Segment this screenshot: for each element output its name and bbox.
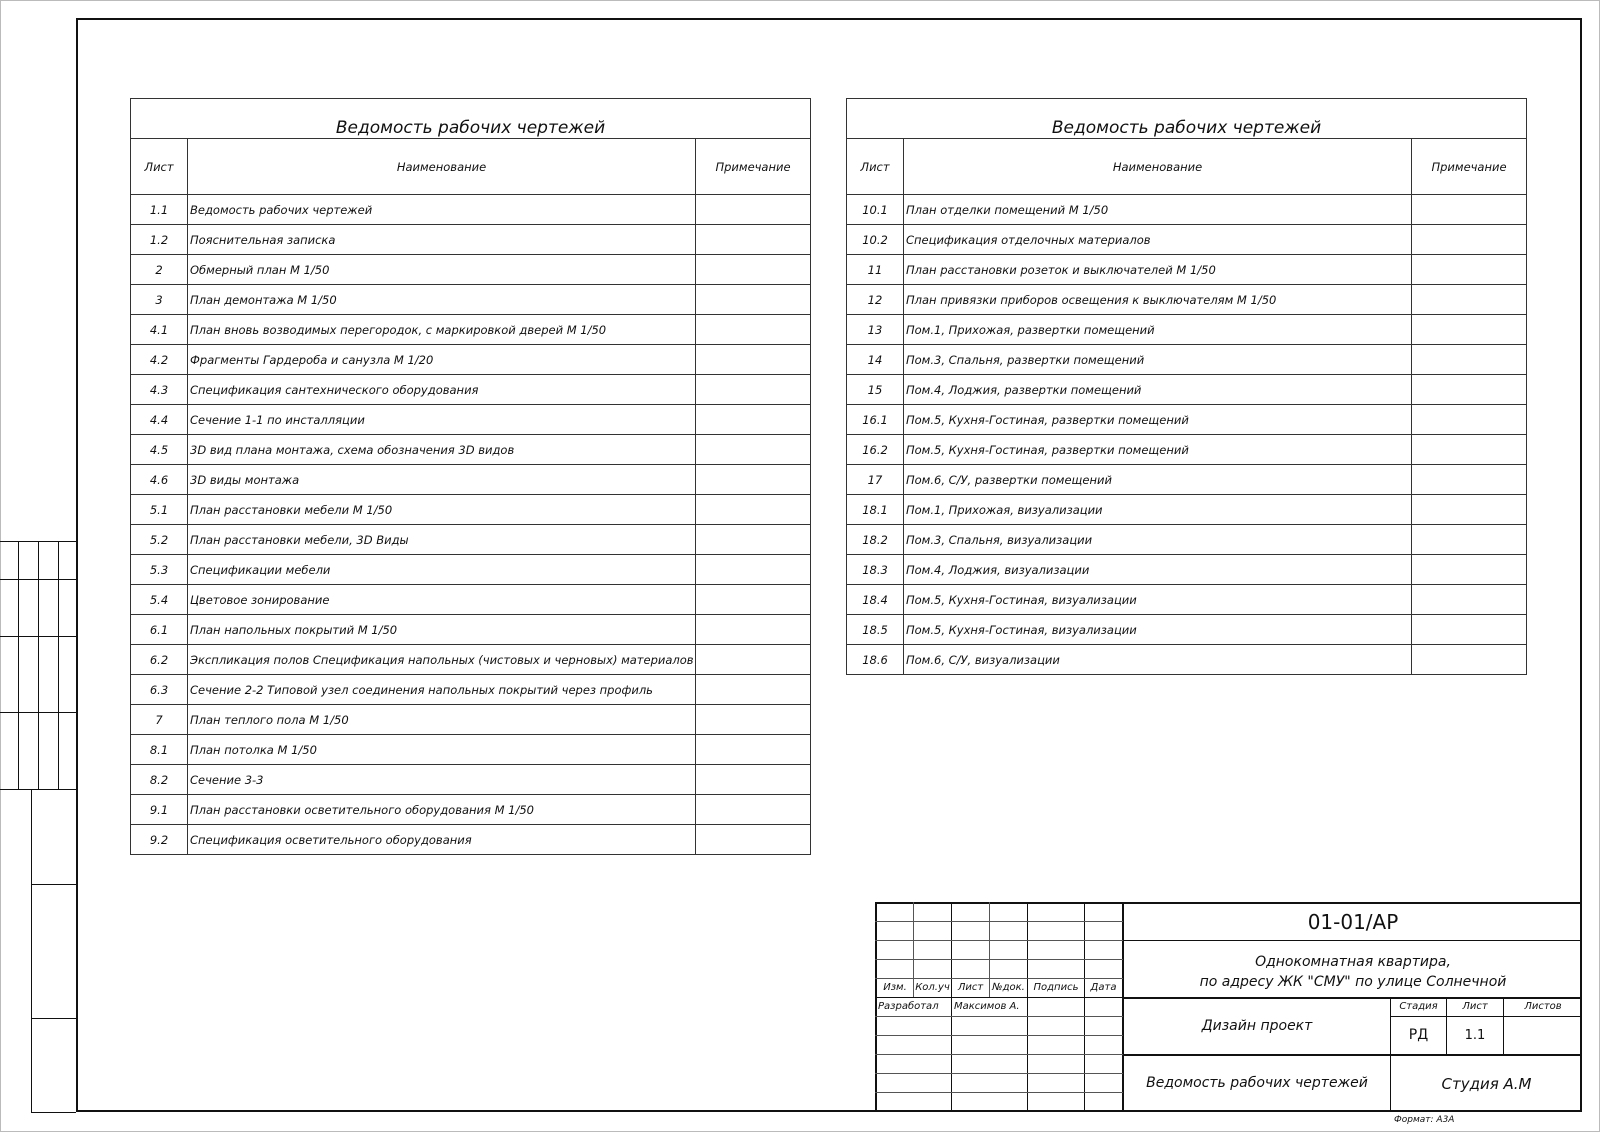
stamp-col-list: Лист: [957, 982, 984, 993]
table-row: [131, 735, 811, 765]
sheet-name: Экспликация полов Спецификация напольных (чистовых и черновых) материалов: [188, 645, 696, 675]
stamp-stage-label: Стадия: [1399, 1001, 1438, 1012]
sheet-number: 18.5: [847, 615, 904, 645]
schedule-body-left: [131, 195, 811, 855]
sheet-name: Пом.1, Прихожая, развертки помещений: [904, 315, 1412, 345]
column-header-note: Примечание: [1412, 139, 1527, 195]
sheet-number: 8.2: [131, 765, 188, 795]
sheet-number: 8.1: [131, 735, 188, 765]
sheet-number: 6.1: [131, 615, 188, 645]
sheet-number: 18.6: [847, 645, 904, 675]
column-header-sheet: Лист: [131, 139, 188, 195]
sheet-note: [1412, 315, 1527, 345]
table-row: [131, 315, 811, 345]
table-row: [131, 645, 811, 675]
table-row: [131, 435, 811, 465]
table-row: [847, 285, 1527, 315]
stamp-col-data: Дата: [1090, 982, 1117, 993]
table-row: [847, 585, 1527, 615]
sheet-number: 5.4: [131, 585, 188, 615]
sheet-number: 4.6: [131, 465, 188, 495]
sheet-note: [696, 615, 811, 645]
sheet-number: 9.2: [131, 825, 188, 855]
table-row: [131, 795, 811, 825]
sheet-name: План расстановки осветительного оборудования М 1/50: [188, 795, 696, 825]
sheet-number: 6.2: [131, 645, 188, 675]
table-row: [847, 405, 1527, 435]
sheet-number: 4.3: [131, 375, 188, 405]
sheet-name: План расстановки розеток и выключателей М 1/50: [904, 255, 1412, 285]
table-row: [847, 525, 1527, 555]
stamp-stage-value: РД: [1408, 1027, 1429, 1043]
sheet-number: 4.5: [131, 435, 188, 465]
sheet-note: [696, 195, 811, 225]
table-row: [847, 555, 1527, 585]
table-row: [847, 255, 1527, 285]
sheet-name: 3D вид плана монтажа, схема обозначения 3D видов: [188, 435, 696, 465]
stamp-sheet-label: Лист: [1462, 1001, 1488, 1012]
sheet-number: 18.3: [847, 555, 904, 585]
sheet-note: [696, 795, 811, 825]
sheet-name: 3D виды монтажа: [188, 465, 696, 495]
sheet-number: 1.1: [131, 195, 188, 225]
stamp-role-developed: Разработал: [878, 1001, 939, 1012]
table-row: [131, 705, 811, 735]
sheet-number: 12: [847, 285, 904, 315]
sheet-number: 15: [847, 375, 904, 405]
sheet-name: План теплого пола М 1/50: [188, 705, 696, 735]
sheet-name: Пом.4, Лоджия, развертки помещений: [904, 375, 1412, 405]
table-row: [131, 375, 811, 405]
sheet-note: [696, 645, 811, 675]
sheet-note: [1412, 375, 1527, 405]
stamp-developer-name: Максимов А.: [954, 1001, 1020, 1012]
sheet-number: 7: [131, 705, 188, 735]
table-row: [847, 645, 1527, 675]
table-row: [131, 585, 811, 615]
sheet-note: [696, 405, 811, 435]
sheet-number: 10.2: [847, 225, 904, 255]
sheet-name: Пом.5, Кухня-Гостиная, визуализации: [904, 585, 1412, 615]
sheet-number: 18.4: [847, 585, 904, 615]
schedule-title: Ведомость рабочих чертежей: [131, 99, 811, 139]
sheet-name: Спецификации мебели: [188, 555, 696, 585]
sheet-name: Спецификация сантехнического оборудования: [188, 375, 696, 405]
sheet-name: Цветовое зонирование: [188, 585, 696, 615]
sheet-name: Пом.1, Прихожая, визуализации: [904, 495, 1412, 525]
sheet-name: Сечение 2-2 Типовой узел соединения напольных покрытий через профиль: [188, 675, 696, 705]
sheet-name: Спецификация отделочных материалов: [904, 225, 1412, 255]
sheet-number: 6.3: [131, 675, 188, 705]
sheet-note: [1412, 585, 1527, 615]
sheet-name: Сечение 3-3: [188, 765, 696, 795]
sheet-note: [696, 315, 811, 345]
sheet-note: [696, 675, 811, 705]
sheet-number: 16.1: [847, 405, 904, 435]
sheet-name: Пом.4, Лоджия, визуализации: [904, 555, 1412, 585]
schedule-table-right: [846, 98, 1527, 675]
sheet-number: 4.2: [131, 345, 188, 375]
drawing-title: Ведомость рабочих чертежей: [1146, 1075, 1368, 1091]
sheet-number: 14: [847, 345, 904, 375]
project-line-2: по адресу ЖК "СМУ" по улице Солнечной: [1199, 974, 1507, 990]
table-row: [131, 465, 811, 495]
sheet-name: План вновь возводимых перегородок, с маркировкой дверей М 1/50: [188, 315, 696, 345]
sheet-name: Сечение 1-1 по инсталляции: [188, 405, 696, 435]
sheet-note: [696, 495, 811, 525]
sheet-number: 10.1: [847, 195, 904, 225]
sheet-note: [696, 465, 811, 495]
schedule-table-left: [130, 98, 811, 855]
sheet-note: [1412, 525, 1527, 555]
stamp-sheets-label: Листов: [1524, 1001, 1562, 1012]
sheet-name: Фрагменты Гардероба и санузла М 1/20: [188, 345, 696, 375]
column-header-name: Наименование: [188, 139, 696, 195]
project-code: 01-01/АР: [1307, 910, 1399, 934]
sheet-name: Пом.3, Спальня, развертки помещений: [904, 345, 1412, 375]
sheet-note: [1412, 495, 1527, 525]
sheet-note: [696, 375, 811, 405]
table-row: [131, 345, 811, 375]
sheet-number: 13: [847, 315, 904, 345]
table-row: [847, 345, 1527, 375]
sheet-number: 5.1: [131, 495, 188, 525]
sheet-name: Пояснительная записка: [188, 225, 696, 255]
column-header-sheet: Лист: [847, 139, 904, 195]
sheet-note: [1412, 645, 1527, 675]
table-row: [847, 225, 1527, 255]
table-row: [131, 825, 811, 855]
sheet-note: [1412, 465, 1527, 495]
table-row: [131, 615, 811, 645]
studio-name: Студия А.М: [1441, 1075, 1532, 1093]
table-row: [131, 525, 811, 555]
table-row: [131, 555, 811, 585]
sheet-number: 16.2: [847, 435, 904, 465]
sheet-name: План демонтажа М 1/50: [188, 285, 696, 315]
sheet-name: Обмерный план М 1/50: [188, 255, 696, 285]
sheet-name: План напольных покрытий М 1/50: [188, 615, 696, 645]
project-line-1: Однокомнатная квартира,: [1255, 954, 1451, 970]
stamp-col-kol: Кол.уч: [915, 982, 950, 993]
table-row: [847, 615, 1527, 645]
sheet-number: 5.3: [131, 555, 188, 585]
schedule-title: Ведомость рабочих чертежей: [847, 99, 1527, 139]
sheet-note: [696, 735, 811, 765]
sheet-name: Пом.6, С/У, развертки помещений: [904, 465, 1412, 495]
sheet-number: 9.1: [131, 795, 188, 825]
sheet-note: [696, 825, 811, 855]
sheet-note: [696, 435, 811, 465]
sheet-note: [696, 225, 811, 255]
sheet-note: [1412, 225, 1527, 255]
stamp-col-ndok: №док.: [992, 982, 1025, 993]
table-row: [131, 195, 811, 225]
sheet-note: [696, 705, 811, 735]
sheet-number: 17: [847, 465, 904, 495]
sheet-note: [696, 285, 811, 315]
sheet-number: 4.1: [131, 315, 188, 345]
table-row: [847, 465, 1527, 495]
sheet-name: План расстановки мебели, 3D Виды: [188, 525, 696, 555]
stamp-sheet-value: 1.1: [1464, 1028, 1486, 1043]
column-header-note: Примечание: [696, 139, 811, 195]
sheet-name: Пом.5, Кухня-Гостиная, визуализации: [904, 615, 1412, 645]
table-row: [131, 765, 811, 795]
sheet-name: Пом.5, Кухня-Гостиная, развертки помещений: [904, 435, 1412, 465]
table-row: [131, 225, 811, 255]
sheet-name: План привязки приборов освещения к выключателям М 1/50: [904, 285, 1412, 315]
sheet-note: [696, 345, 811, 375]
sheet-name: Спецификация осветительного оборудования: [188, 825, 696, 855]
sheet-note: [1412, 615, 1527, 645]
sheet-note: [1412, 285, 1527, 315]
sheet-note: [1412, 195, 1527, 225]
table-row: [131, 255, 811, 285]
sheet-name: План отделки помещений М 1/50: [904, 195, 1412, 225]
sheet-number: 5.2: [131, 525, 188, 555]
sheet-note: [696, 585, 811, 615]
sheet-number: 1.2: [131, 225, 188, 255]
sheet-number: 18.1: [847, 495, 904, 525]
sheet-name: Пом.6, С/У, визуализации: [904, 645, 1412, 675]
sheet-note: [696, 255, 811, 285]
sheet-number: 3: [131, 285, 188, 315]
sheet-number: 4.4: [131, 405, 188, 435]
schedule-body-right: [847, 195, 1527, 675]
sheet-note: [696, 765, 811, 795]
sheet-name: Ведомость рабочих чертежей: [188, 195, 696, 225]
sheet-number: 2: [131, 255, 188, 285]
column-header-name: Наименование: [904, 139, 1412, 195]
stamp-col-podpis: Подпись: [1033, 982, 1079, 993]
sheet-name: План потолка М 1/50: [188, 735, 696, 765]
sheet-note: [1412, 405, 1527, 435]
table-row: [131, 675, 811, 705]
table-row: [131, 285, 811, 315]
sheet-note: [696, 525, 811, 555]
table-row: [131, 495, 811, 525]
table-row: [131, 405, 811, 435]
sheet-note: [1412, 435, 1527, 465]
sheet-note: [1412, 345, 1527, 375]
stamp-col-izm: Изм.: [883, 982, 907, 993]
sheet-note: [1412, 255, 1527, 285]
sheet-number: 11: [847, 255, 904, 285]
table-row: [847, 435, 1527, 465]
table-row: [847, 195, 1527, 225]
sheet-name: Пом.5, Кухня-Гостиная, развертки помещений: [904, 405, 1412, 435]
format-label: Формат: А3А: [1394, 1115, 1455, 1125]
stage-name: Дизайн проект: [1201, 1018, 1313, 1034]
sheet-name: План расстановки мебели М 1/50: [188, 495, 696, 525]
sheet-note: [1412, 555, 1527, 585]
table-row: [847, 375, 1527, 405]
sheet-name: Пом.3, Спальня, визуализации: [904, 525, 1412, 555]
table-row: [847, 315, 1527, 345]
sheet-number: 18.2: [847, 525, 904, 555]
sheet-note: [696, 555, 811, 585]
table-row: [847, 495, 1527, 525]
